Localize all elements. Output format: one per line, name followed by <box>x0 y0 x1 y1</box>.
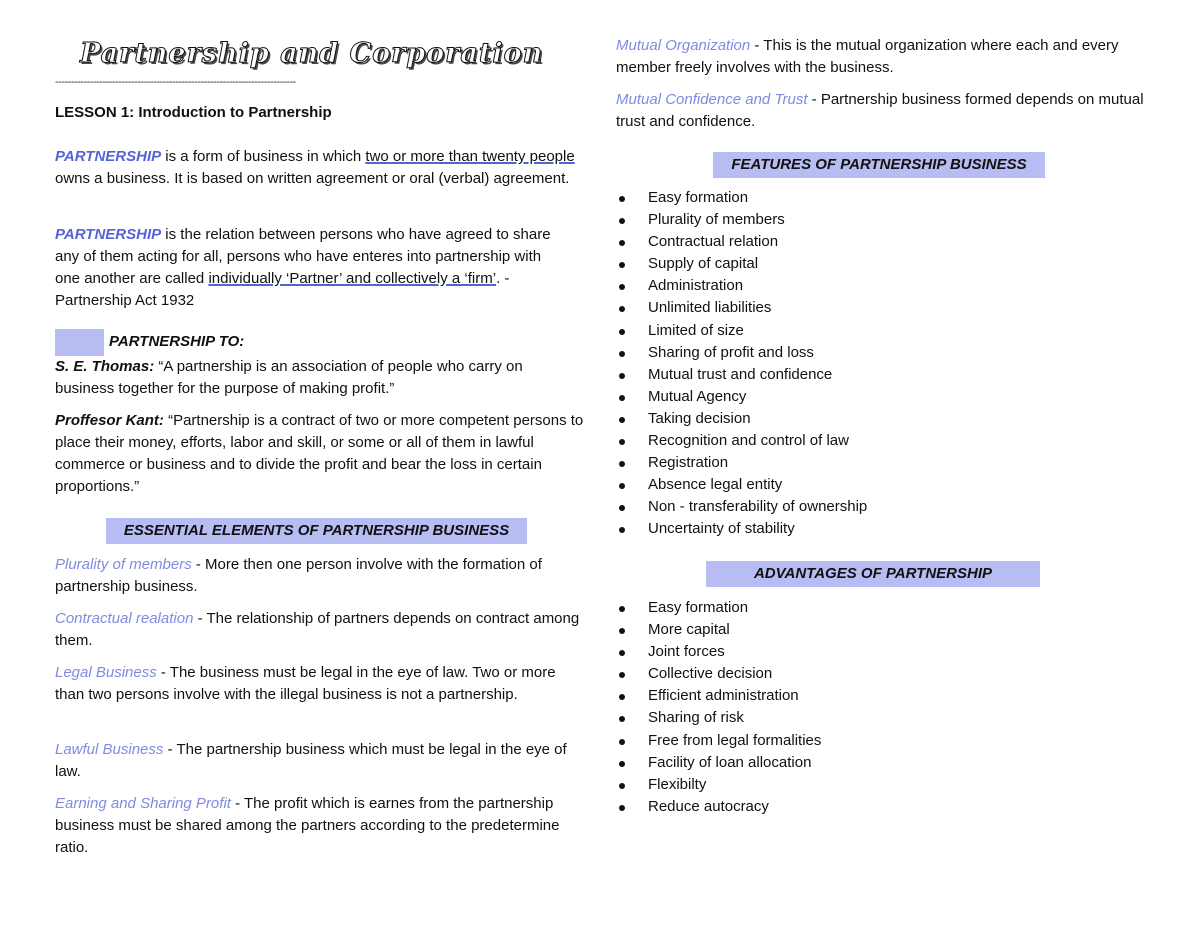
quote-kant-author: Proffesor Kant: <box>55 412 164 429</box>
list-item: More capital <box>616 619 821 641</box>
list-item: Sharing of risk <box>616 707 821 729</box>
highlight-swatch <box>55 329 104 356</box>
essential-item: Mutual Confidence and Trust - Partnership business formed depends on mutual trust and confidence. <box>616 91 1144 130</box>
essential-item: Contractual realation - The relationship of partners depends on contract among them. <box>55 610 580 649</box>
list-item: Mutual Agency <box>616 386 867 408</box>
list-item: Absence legal entity <box>616 474 867 496</box>
definition-1-underline: two or more than twenty people <box>365 148 575 165</box>
list-item: Collective decision <box>616 663 821 685</box>
list-item: Sharing of profit and loss <box>616 342 867 364</box>
list-item: Non - transferability of ownership <box>616 496 867 518</box>
list-item: Supply of capital <box>616 253 867 275</box>
definition-1-keyword: PARTNERSHIP <box>55 148 162 165</box>
list-item: Easy formation <box>616 187 867 209</box>
list-item: Facility of loan allocation <box>616 752 821 774</box>
essential-item: Earning and Sharing Profit - The profit which is earnes from the partnership business must be shared among the partners according to the predetermine ratio. <box>55 795 560 856</box>
quote-thomas: S. E. Thomas: “A partnership is an association of people who carry on business together for the purpose of making profit.” <box>55 358 523 397</box>
features-heading: FEATURES OF PARTNERSHIP BUSINESS <box>713 152 1045 178</box>
features-list <box>616 187 867 541</box>
definition-1: PARTNERSHIP is a form of business in which two or more than twenty people owns a business. It is based on written agreement or oral (verbal) agreement. <box>55 148 575 187</box>
essential-item: Lawful Business - The partnership business which must be legal in the eye of law. <box>55 741 567 780</box>
quote-kant: Proffesor Kant: “Partnership is a contract of two or more competent persons to place their money, efforts, labor and skill, or some or all of them in lawful commerce or business and to divide the profit and bear the loss in certain proportions.” <box>55 412 584 495</box>
list-item: Unlimited liabilities <box>616 297 867 319</box>
page-title: Partnership and Corporation <box>80 38 544 69</box>
according-heading: PARTNERSHIP TO: <box>109 333 245 350</box>
list-item: Taking decision <box>616 408 867 430</box>
list-item: Uncertainty of stability <box>616 518 867 540</box>
list-item: Plurality of members <box>616 209 867 231</box>
lesson-heading: LESSON 1: Introduction to Partnership <box>55 104 332 121</box>
list-item: Recognition and control of law <box>616 430 867 452</box>
advantages-heading: ADVANTAGES OF PARTNERSHIP <box>706 561 1040 587</box>
list-item: Reduce autocracy <box>616 796 821 818</box>
advantages-list <box>616 597 821 818</box>
list-item: Flexibilty <box>616 774 821 796</box>
definition-2: PARTNERSHIP is the relation between persons who have agreed to share any of them acting for all, persons who have enteres into partnership with one another are called individually ‘Partner’ and collectively a ‘firm’. - Partnership Act 1932 <box>55 226 551 309</box>
list-item: Registration <box>616 452 867 474</box>
divider: ---------------------------------------------------------------------------- <box>55 76 296 88</box>
list-item: Joint forces <box>616 641 821 663</box>
essential-item: Legal Business - The business must be legal in the eye of law. Two or more than two persons involve with the illegal business is not a partnership. <box>55 664 556 703</box>
essential-heading: ESSENTIAL ELEMENTS OF PARTNERSHIP BUSINESS <box>106 518 527 544</box>
list-item: Limited of size <box>616 320 867 342</box>
essential-item: Mutual Organization - This is the mutual organization where each and every member freely involves with the business. <box>616 37 1119 76</box>
definition-2-underline: individually ‘Partner’ and collectively a ‘firm’ <box>208 270 497 287</box>
list-item: Contractual relation <box>616 231 867 253</box>
quote-thomas-author: S. E. Thomas: <box>55 358 155 375</box>
definition-2-keyword: PARTNERSHIP <box>55 226 162 243</box>
list-item: Efficient administration <box>616 685 821 707</box>
list-item: Easy formation <box>616 597 821 619</box>
essential-item: Plurality of members - More then one person involve with the formation of partnership business. <box>55 556 542 595</box>
list-item: Mutual trust and confidence <box>616 364 867 386</box>
list-item: Administration <box>616 275 867 297</box>
list-item: Free from legal formalities <box>616 730 821 752</box>
